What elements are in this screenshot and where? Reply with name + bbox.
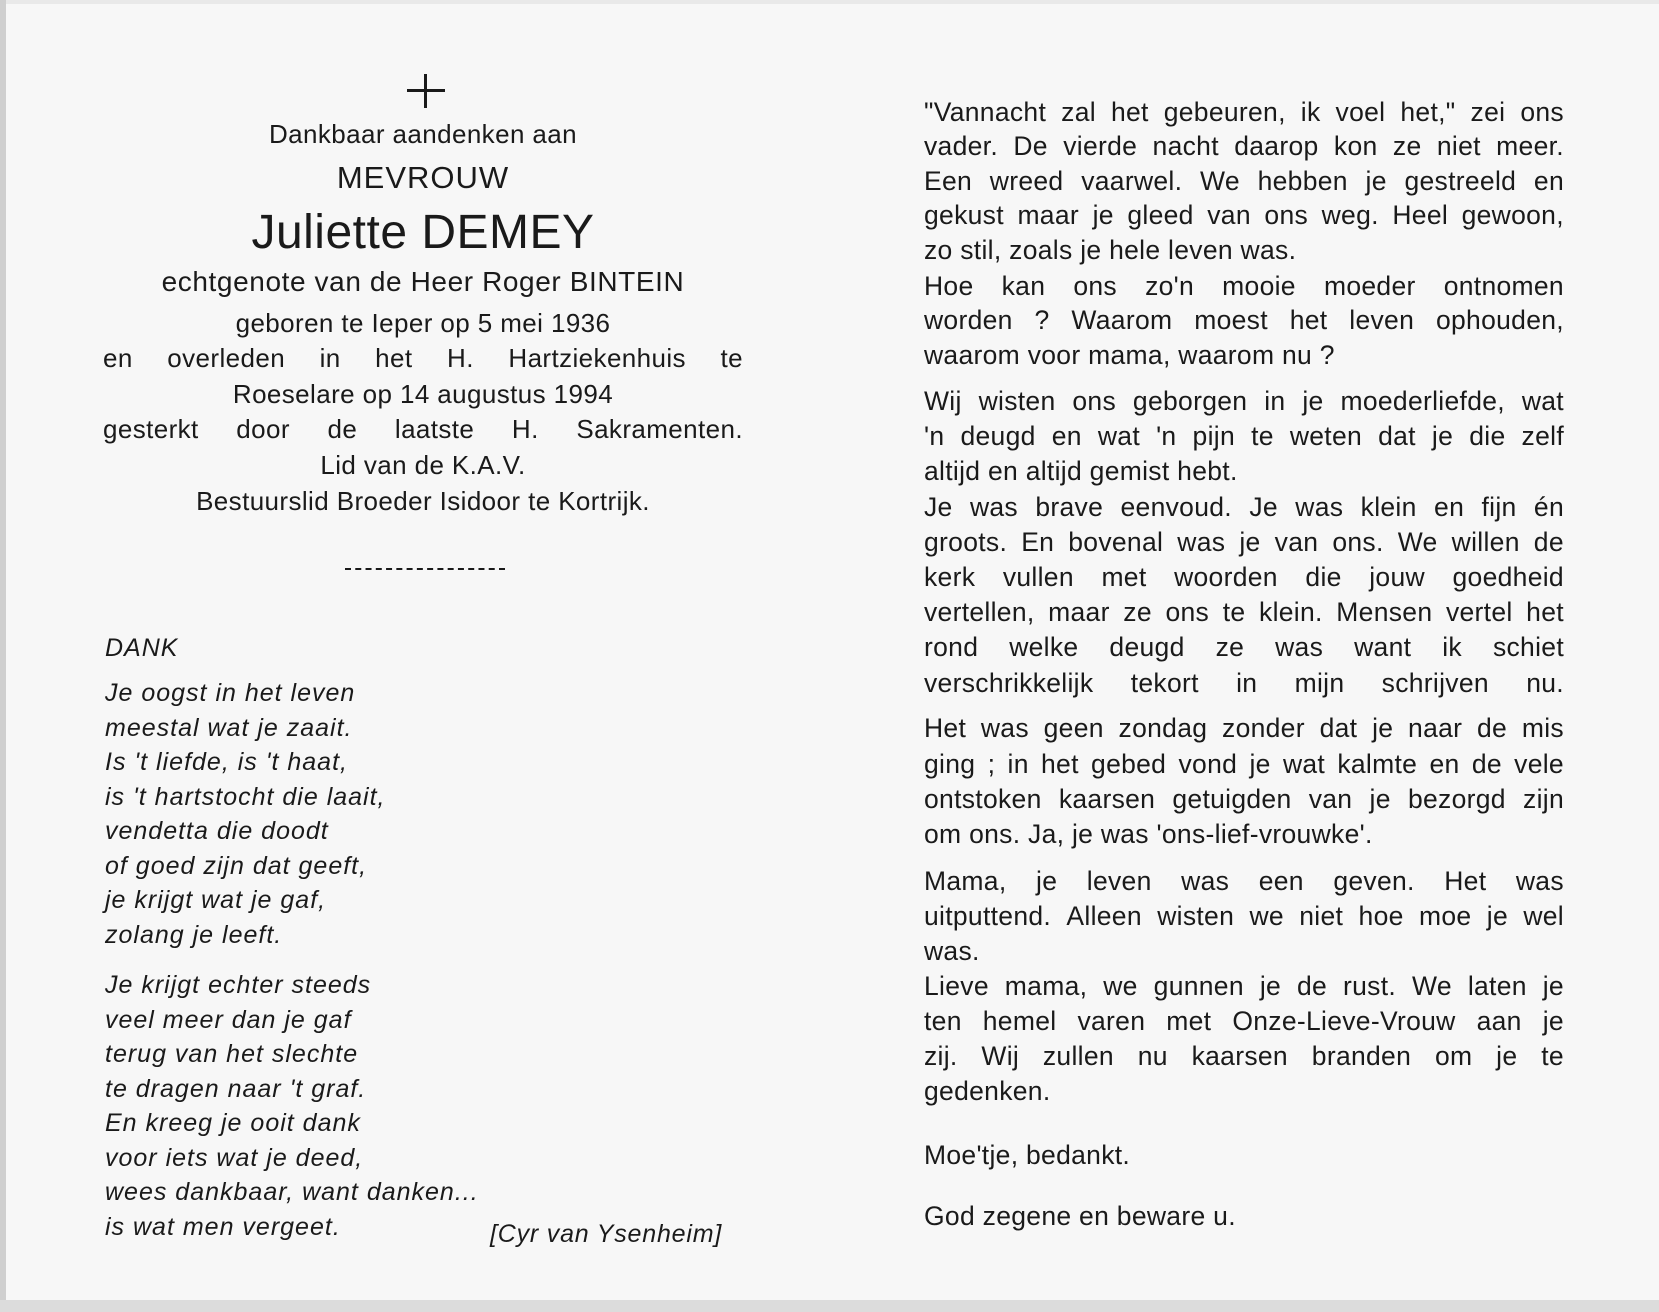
text-line: Het was geen zondag zonder dat je naar de mis <box>924 713 1564 743</box>
poem-line: En kreeg je ooit dank <box>105 1109 361 1137</box>
text-line: God zegene en beware u. <box>924 1201 1236 1231</box>
cross-icon <box>407 74 445 108</box>
text-line: gekust maar je gleed van ons weg. Heel gewoon, <box>924 200 1564 230</box>
poem-line: voor iets wat je deed, <box>105 1143 364 1172</box>
poem-line: zolang je leeft. <box>105 920 283 949</box>
poem-line: vendetta die doodt <box>105 817 329 845</box>
text-line: uitputtend. Alleen wisten we niet hoe moe je wel <box>924 901 1564 931</box>
text-line: zo stil, zoals je hele leven was. <box>924 235 1297 265</box>
text-line: worden ? Waarom moest het leven ophouden, <box>924 305 1564 335</box>
board-line: Bestuurslid Broeder Isidoor te Kortrijk. <box>196 486 650 516</box>
death-line-1: en overleden in het H. Hartziekenhuis te <box>103 343 743 373</box>
text-line: rond welke deugd ze was want ik schiet <box>924 632 1564 662</box>
poem-line: Je krijgt echter steeds <box>105 971 372 999</box>
spouse-line: echtgenote van de Heer Roger BINTEIN <box>161 266 685 297</box>
separator-dashes <box>345 568 505 570</box>
text-line: altijd en altijd gemist hebt. <box>924 456 1238 486</box>
poem-line: is 't hartstocht die laait, <box>105 782 386 811</box>
death-line-2: Roeselare op 14 augustus 1994 <box>232 379 614 409</box>
membership-line: Lid van de K.A.V. <box>320 450 526 480</box>
text-line: Een wreed vaarwel. We hebben je gestreeld en <box>924 166 1564 196</box>
poem-line: Je oogst in het leven <box>105 679 356 707</box>
text-line: verschrikkelijk tekort in mijn schrijven nu. <box>924 668 1564 698</box>
text-line: waarom voor mama, waarom nu ? <box>924 340 1335 370</box>
text-line: 'n deugd en wat 'n pijn te weten dat je die zelf <box>924 421 1564 451</box>
text-line: ontstoken kaarsen getuigden van je bezorgd zijn <box>924 784 1564 814</box>
poem-line: Is 't liefde, is 't haat, <box>105 748 348 776</box>
text-line: Moe'tje, bedankt. <box>924 1140 1131 1170</box>
poem-line: of goed zijn dat geeft, <box>105 851 368 880</box>
text-line: ten hemel varen met Onze-Lieve-Vrouw aan je <box>924 1006 1564 1036</box>
birth-line: geboren te Ieper op 5 mei 1936 <box>235 308 611 338</box>
poem-line: meestal wat je zaait. <box>105 713 353 742</box>
poem-attribution: [Cyr van Ysenheim] <box>490 1220 723 1248</box>
poem-line: terug van het slechte <box>105 1040 359 1068</box>
text-line: Hoe kan ons zo'n mooie moeder ontnomen <box>924 271 1564 301</box>
poem-line: te dragen naar 't graf. <box>105 1074 367 1103</box>
text-line: was. <box>924 936 980 966</box>
text-line: Je was brave eenvoud. Je was klein en fijn én <box>924 492 1564 522</box>
text-line: groots. En bovenal was je van ons. We willen de <box>924 527 1564 557</box>
poem-line: je krijgt wat je gaf, <box>105 886 327 914</box>
text-line: Wij wisten ons geborgen in je moederliefde, wat <box>924 386 1564 416</box>
text-line: zij. Wij zullen nu kaarsen branden om je te <box>924 1041 1564 1071</box>
text-line: kerk vullen met woorden die jouw goedheid <box>924 562 1564 592</box>
text-line: "Vannacht zal het gebeuren, ik voel het," zei ons <box>924 97 1564 127</box>
poem-line: veel meer dan je gaf <box>105 1005 352 1034</box>
text-line: ging ; in het gebed vond je wat kalmte en de vele <box>924 749 1564 779</box>
text-line: vertellen, maar ze ons te klein. Mensen vertel het <box>924 597 1564 627</box>
deceased-name: Juliette DEMEY <box>251 206 595 259</box>
sacraments-line: gesterkt door de laatste H. Sakramenten. <box>103 414 743 444</box>
text-line: gedenken. <box>924 1076 1051 1106</box>
intro-line: Dankbaar aandenken aan <box>268 119 578 149</box>
poem-line: is wat men vergeet. <box>105 1212 341 1241</box>
poem-line: wees dankbaar, want danken... <box>105 1178 479 1206</box>
title-mevrouw: MEVROUW <box>336 160 510 195</box>
scan-edge-bottom <box>0 1300 1659 1312</box>
text-line: vader. De vierde nacht daarop kon ze niet meer. <box>924 131 1564 161</box>
text-line: om ons. Ja, je was 'ons-lief-vrouwke'. <box>924 819 1373 849</box>
text-line: Lieve mama, we gunnen je de rust. We laten je <box>924 971 1564 1001</box>
poem-heading: DANK <box>105 634 179 662</box>
text-line: Mama, je leven was een geven. Het was <box>924 866 1564 896</box>
